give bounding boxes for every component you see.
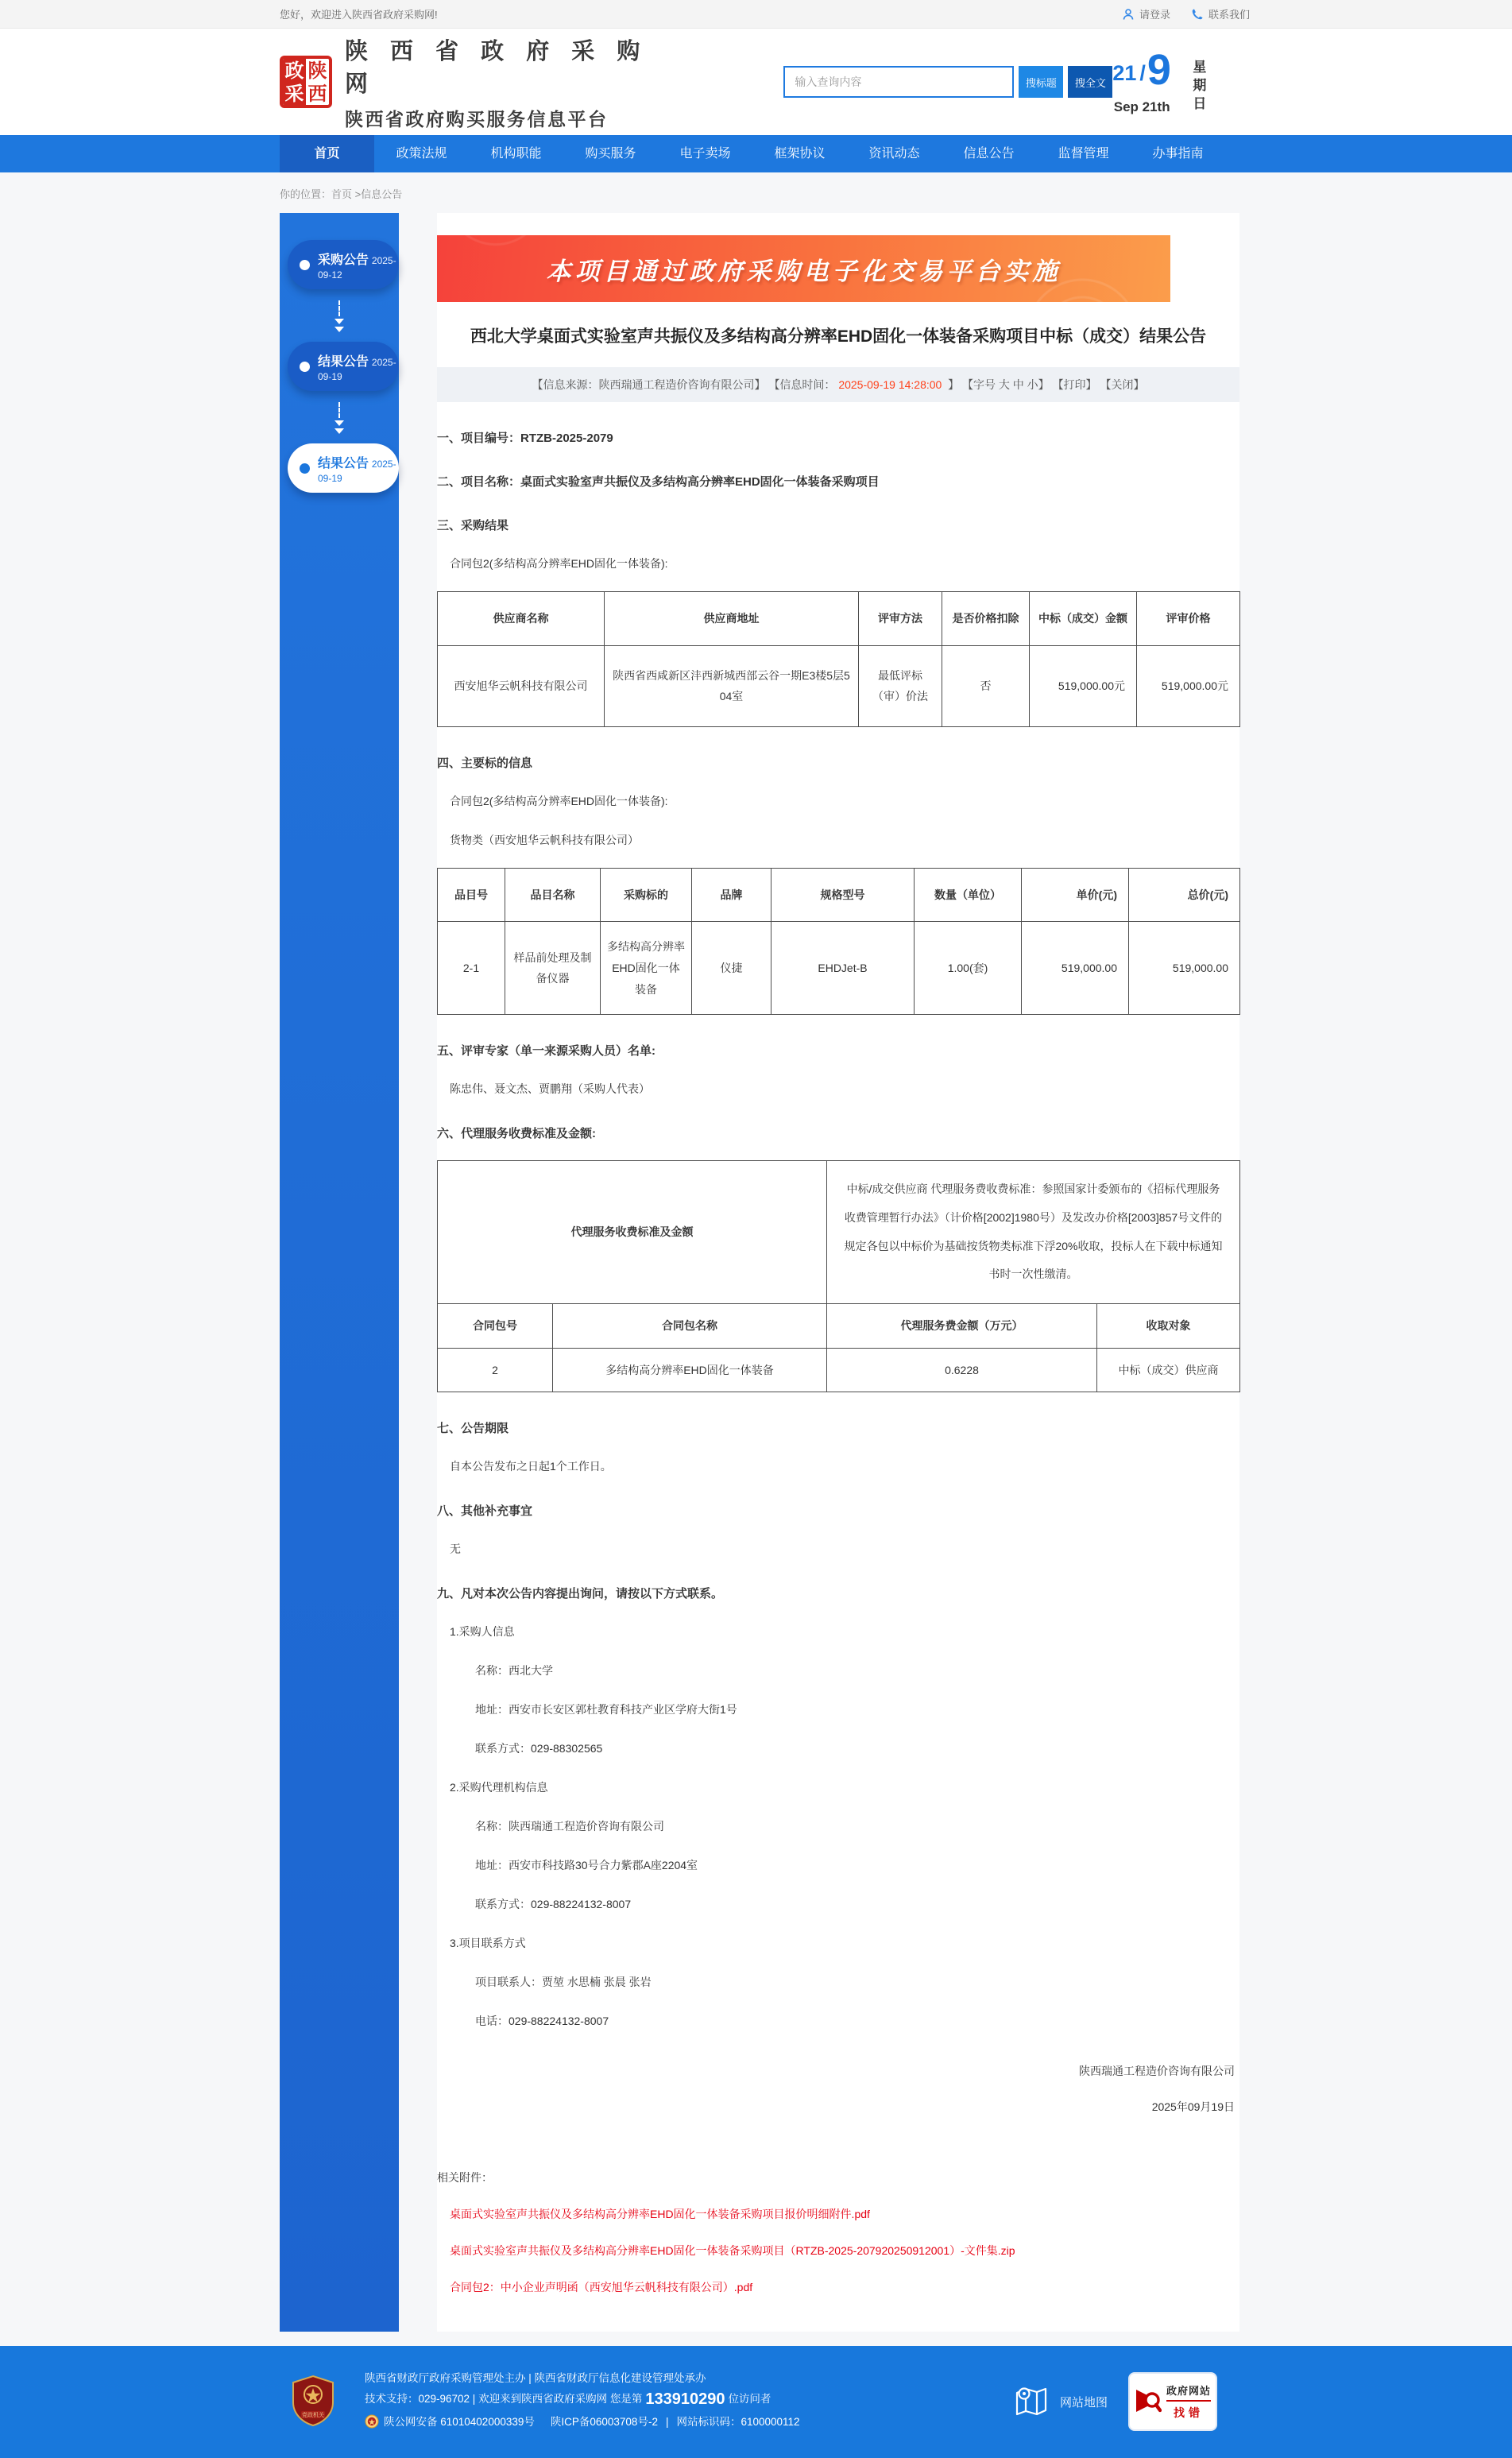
section-heading-9: 九、凡对本次公告内容提出询问，请按以下方式联系。 (437, 1587, 724, 1601)
icp-beian[interactable]: 陕ICP备06003708号-2 (550, 2416, 658, 2429)
table-row (438, 645, 1240, 726)
date-month: 9 (1147, 46, 1171, 94)
total-price: 519,000.00 (1129, 922, 1240, 1015)
timeline-dot (300, 463, 310, 474)
government-emblem-icon (290, 2375, 336, 2429)
timeline-dot (300, 260, 310, 270)
logo-char: 政 (283, 59, 306, 82)
breadcrumb: 你的位置：首页 >信息公告 (280, 188, 403, 200)
announcement-timeline (280, 213, 399, 2332)
platform-banner: 本项目通过政府采购电子化交易平台实施 (437, 235, 1170, 302)
table-header-row (438, 868, 1240, 922)
supplier-address: 陕西省西咸新区沣西新城西部云谷一期E3楼5层504室 (605, 645, 859, 726)
quantity: 1.00(套) (915, 922, 1022, 1015)
contract-pack-note: 合同包2(多结构高分辨率EHD固化一体装备): (450, 557, 668, 570)
item-detail-table (437, 868, 1240, 1015)
date-weekday: 星期日 (1190, 60, 1206, 114)
attachment-link-quote-detail-pdf[interactable]: 桌面式实验室声共振仪及多结构高分辨率EHD固化一体装备采购项目报价明细附件.pdf (450, 2207, 870, 2220)
col-header: 总价(元) (1129, 868, 1240, 922)
fee-standard-description: 中标/成交供应商 代理服务费收费标准：参照国家计委颁布的《招标代理服务收费管理暂行办法》（计价格[2002]1980号）及发改办价格[2003]857号文件的规定各包以中标价为基础按货物类标准下浮20%收取，投标人在下载中标通知书时一次性缴清。 (827, 1161, 1240, 1304)
signature-block (437, 2053, 1235, 2125)
site-title: 陕 西 省 政 府 采 购 网 (345, 38, 648, 97)
review-price: 519,000.00元 (1137, 645, 1240, 726)
section-heading-2: 二、项目名称：桌面式实验室声共振仪及多结构高分辨率EHD固化一体装备采购项目 (437, 475, 880, 489)
table-row (438, 922, 1240, 1015)
timeline-item-result-notice-2[interactable]: 结果公告 2025-09-19 (288, 443, 399, 493)
goods-category-note: 货物类（西安旭华云帆科技有限公司） (450, 833, 639, 846)
contact-group-title: 1.采购人信息 (450, 1625, 515, 1639)
brand: 仪捷 (692, 922, 771, 1015)
item-no: 2-1 (438, 922, 505, 1015)
nav-item-framework[interactable]: 框架协议 (774, 147, 826, 161)
col-header: 品目号 (438, 868, 505, 922)
info-time-label: 【信息时间： (768, 378, 836, 391)
col-header: 供应商地址 (605, 592, 859, 646)
section-heading-5: 五、评审专家（单一来源采购人员）名单: (437, 1044, 655, 1059)
contract-pack-note: 合同包2(多结构高分辨率EHD固化一体装备): (450, 794, 668, 807)
table-header-row (438, 592, 1240, 646)
col-header: 评审价格 (1137, 592, 1240, 646)
footer-visitor-line: 技术支持：029-96702 | 欢迎来到陕西省政府采购网 您是第 133910290 位访问者 (365, 2390, 771, 2408)
signature-company: 陕西瑞通工程造价咨询有限公司 (1079, 2065, 1235, 2078)
pack-no: 2 (438, 1348, 553, 1392)
logo-char: 西 (306, 82, 329, 105)
police-badge-icon (365, 2414, 379, 2431)
user-icon (1122, 8, 1135, 21)
timeline-dot (300, 362, 310, 372)
col-header: 合同包名称 (553, 1303, 827, 1348)
procurement-target: 多结构高分辨率EHD固化一体装备 (601, 922, 692, 1015)
page-title: 西北大学桌面式实验室声共振仪及多结构高分辨率EHD固化一体装备采购项目中标（成交）结果公告 (470, 327, 1207, 346)
svg-text:党政机关: 党政机关 (302, 2412, 324, 2418)
review-method: 最低评标（审）价法 (859, 645, 942, 726)
col-header: 是否价格扣除 (942, 592, 1030, 646)
site-subtitle: 陕西省政府购买服务信息平台 (345, 108, 609, 130)
timeline-arrow-icon (280, 289, 399, 342)
agency-fee-table (437, 1160, 1240, 1392)
attachment-link-file-set-zip[interactable]: 桌面式实验室声共振仪及多结构高分辨率EHD固化一体装备采购项目（RTZB-2025-207920250912001）-文件集.zip (450, 2243, 1015, 2257)
nav-item-e-market[interactable]: 电子卖场 (679, 147, 731, 161)
contact-line: 联系方式：029-88224132-8007 (475, 1898, 632, 1911)
police-beian[interactable]: 陕公网安备 61010402000339号 (384, 2416, 535, 2429)
timeline-item-result-notice-1[interactable]: 结果公告 2025-09-19 (288, 342, 399, 391)
attachment-link-sme-declaration-pdf[interactable]: 合同包2：中小企业声明函（西安旭华云帆科技有限公司）.pdf (450, 2280, 753, 2293)
col-header: 品目名称 (505, 868, 601, 922)
footer-organizer-line: 陕西省财政厅政府采购管理处主办 | 陕西省财政厅信息化建设管理处承办 (365, 2372, 706, 2385)
main-nav (0, 135, 1512, 172)
table-header-row (438, 1303, 1240, 1348)
article-meta-bar: 【信息来源：陕西瑞通工程造价咨询有限公司】 【信息时间： 2025-09-19 14:28:00 】 【字号 大 中 小】 【打印】 【关闭】 (437, 367, 1239, 402)
timeline-item-purchase-notice[interactable]: 采购公告 2025-09-12 (288, 240, 399, 289)
close-button[interactable]: 【关闭】 (1100, 378, 1145, 391)
info-source: 【信息来源：陕西瑞通工程造价咨询有限公司】 (532, 378, 769, 391)
article-content (437, 213, 1239, 2332)
col-header: 单价(元) (1022, 868, 1129, 922)
sitemap-link[interactable]: 网站地图 (1014, 2383, 1108, 2420)
section-heading-8: 八、其他补充事宜 (437, 1504, 533, 1519)
attachments-label: 相关附件： (437, 2170, 493, 2184)
phone-icon (1191, 8, 1204, 21)
section-heading-7: 七、公告期限 (437, 1422, 509, 1436)
map-icon (1014, 2383, 1049, 2420)
table-row (438, 1348, 1240, 1392)
nav-item-guide[interactable]: 办事指南 (1152, 147, 1204, 161)
signature-date: 2025年09月19日 (1151, 2100, 1235, 2113)
search-fulltext-button[interactable]: 搜全文 (1068, 66, 1112, 98)
breadcrumb-home[interactable]: 首页 (331, 188, 353, 200)
site-footer (0, 2346, 1512, 2458)
fee-payer: 中标（成交）供应商 (1097, 1348, 1240, 1392)
footer-beian-line: 陕公网安备 61010402000339号 陕ICP备06003708号-2 | 网站标识码：6100000112 (365, 2414, 800, 2431)
date-english: Sep 21th (1113, 99, 1170, 114)
contact-line: 地址：西安市长安区郭杜教育科技产业区学府大街1号 (475, 1703, 737, 1717)
pack-name: 多结构高分辨率EHD固化一体装备 (553, 1348, 827, 1392)
expert-list: 陈忠伟、聂文杰、贾鹏翔（采购人代表） (450, 1082, 650, 1096)
supplier-result-table (437, 591, 1240, 727)
col-header: 合同包号 (438, 1303, 553, 1348)
col-header: 数量（单位） (915, 868, 1022, 922)
contact-group-title: 2.采购代理机构信息 (450, 1781, 548, 1794)
fee-standard-label: 代理服务收费标准及金额 (438, 1161, 827, 1304)
print-button[interactable]: 【打印】 (1052, 378, 1100, 391)
nav-item-policies[interactable]: 政策法规 (396, 147, 447, 161)
topbar (0, 0, 1512, 29)
col-header: 品牌 (692, 868, 771, 922)
info-time-value: 2025-09-19 14:28:00 (835, 378, 945, 391)
site-id-code: 网站标识码：6100000112 (676, 2416, 800, 2429)
contact-line: 联系方式：029-88302565 (475, 1742, 603, 1755)
login-link[interactable]: 请登录 (1122, 6, 1170, 21)
site-logo (280, 56, 332, 108)
contact-line: 电话：029-88224132-8007 (475, 2015, 609, 2028)
nav-item-functions[interactable]: 机构职能 (490, 147, 542, 161)
section-heading-4: 四、主要标的信息 (437, 756, 533, 770)
nav-item-announcements[interactable]: 信息公告 (963, 147, 1015, 161)
section-heading-3: 三、采购结果 (437, 519, 509, 532)
notice-period-text: 自本公告发布之日起1个工作日。 (450, 1460, 612, 1473)
search-bar (783, 66, 1112, 98)
search-input[interactable] (783, 66, 1014, 98)
contact-link[interactable]: 联系我们 (1191, 6, 1250, 21)
section-heading-6: 六、代理服务收费标准及金额: (437, 1127, 596, 1141)
contact-line: 地址：西安市科技路30号合力紫郡A座2204室 (475, 1859, 698, 1872)
award-amount: 519,000.00元 (1030, 645, 1137, 726)
unit-price: 519,000.00 (1022, 922, 1129, 1015)
contact-line: 项目联系人：贾堃 水思楠 张晨 张岩 (475, 1976, 652, 1989)
contact-line: 名称：西北大学 (475, 1664, 553, 1678)
welcome-text: 您好，欢迎进入陕西省政府采购网! (280, 9, 438, 21)
col-header: 评审方法 (859, 592, 942, 646)
site-header (0, 29, 1512, 135)
font-size-controls[interactable]: 【字号 大 中 小】 (962, 378, 1053, 391)
other-matters-text: 无 (450, 1543, 461, 1556)
col-header: 采购标的 (601, 868, 692, 922)
col-header: 中标（成交）金额 (1030, 592, 1137, 646)
item-name: 样品前处理及制备仪器 (505, 922, 601, 1015)
error-finder-icon (1135, 2387, 1162, 2417)
contact-line: 名称：陕西瑞通工程造价咨询有限公司 (475, 1820, 664, 1833)
timeline-arrow-icon (280, 391, 399, 443)
search-title-button[interactable]: 搜标题 (1019, 66, 1063, 98)
model: EHDJet-B (771, 922, 915, 1015)
gov-site-error-report-badge[interactable]: 政府网站 找错 (1128, 2372, 1217, 2431)
date-widget: 21 / 9 Sep 21th 星期日 (1112, 48, 1250, 115)
attachments-section (437, 2170, 1239, 2295)
contact-group-title: 3.项目联系方式 (450, 1937, 526, 1950)
nav-item-purchase-services[interactable]: 购买服务 (585, 147, 636, 161)
nav-item-news[interactable]: 资讯动态 (868, 147, 920, 161)
section-heading-1: 一、项目编号：RTZB-2025-2079 (437, 432, 613, 445)
col-header: 代理服务费金额（万元） (827, 1303, 1097, 1348)
nav-item-supervision[interactable]: 监督管理 (1058, 147, 1109, 161)
logo-char: 采 (283, 82, 306, 105)
price-deduction: 否 (942, 645, 1030, 726)
nav-item-home[interactable]: 首页 (280, 135, 374, 172)
table-row (438, 1161, 1240, 1304)
breadcrumb-current[interactable]: 信息公告 (361, 188, 403, 200)
supplier-name: 西安旭华云帆科技有限公司 (438, 645, 605, 726)
col-header: 供应商名称 (438, 592, 605, 646)
fee-amount: 0.6228 (827, 1348, 1097, 1392)
visitor-count: 133910290 (645, 2390, 725, 2408)
date-day: 21 (1112, 61, 1137, 85)
col-header: 规格型号 (771, 868, 915, 922)
col-header: 收取对象 (1097, 1303, 1240, 1348)
logo-char: 陕 (306, 59, 329, 82)
